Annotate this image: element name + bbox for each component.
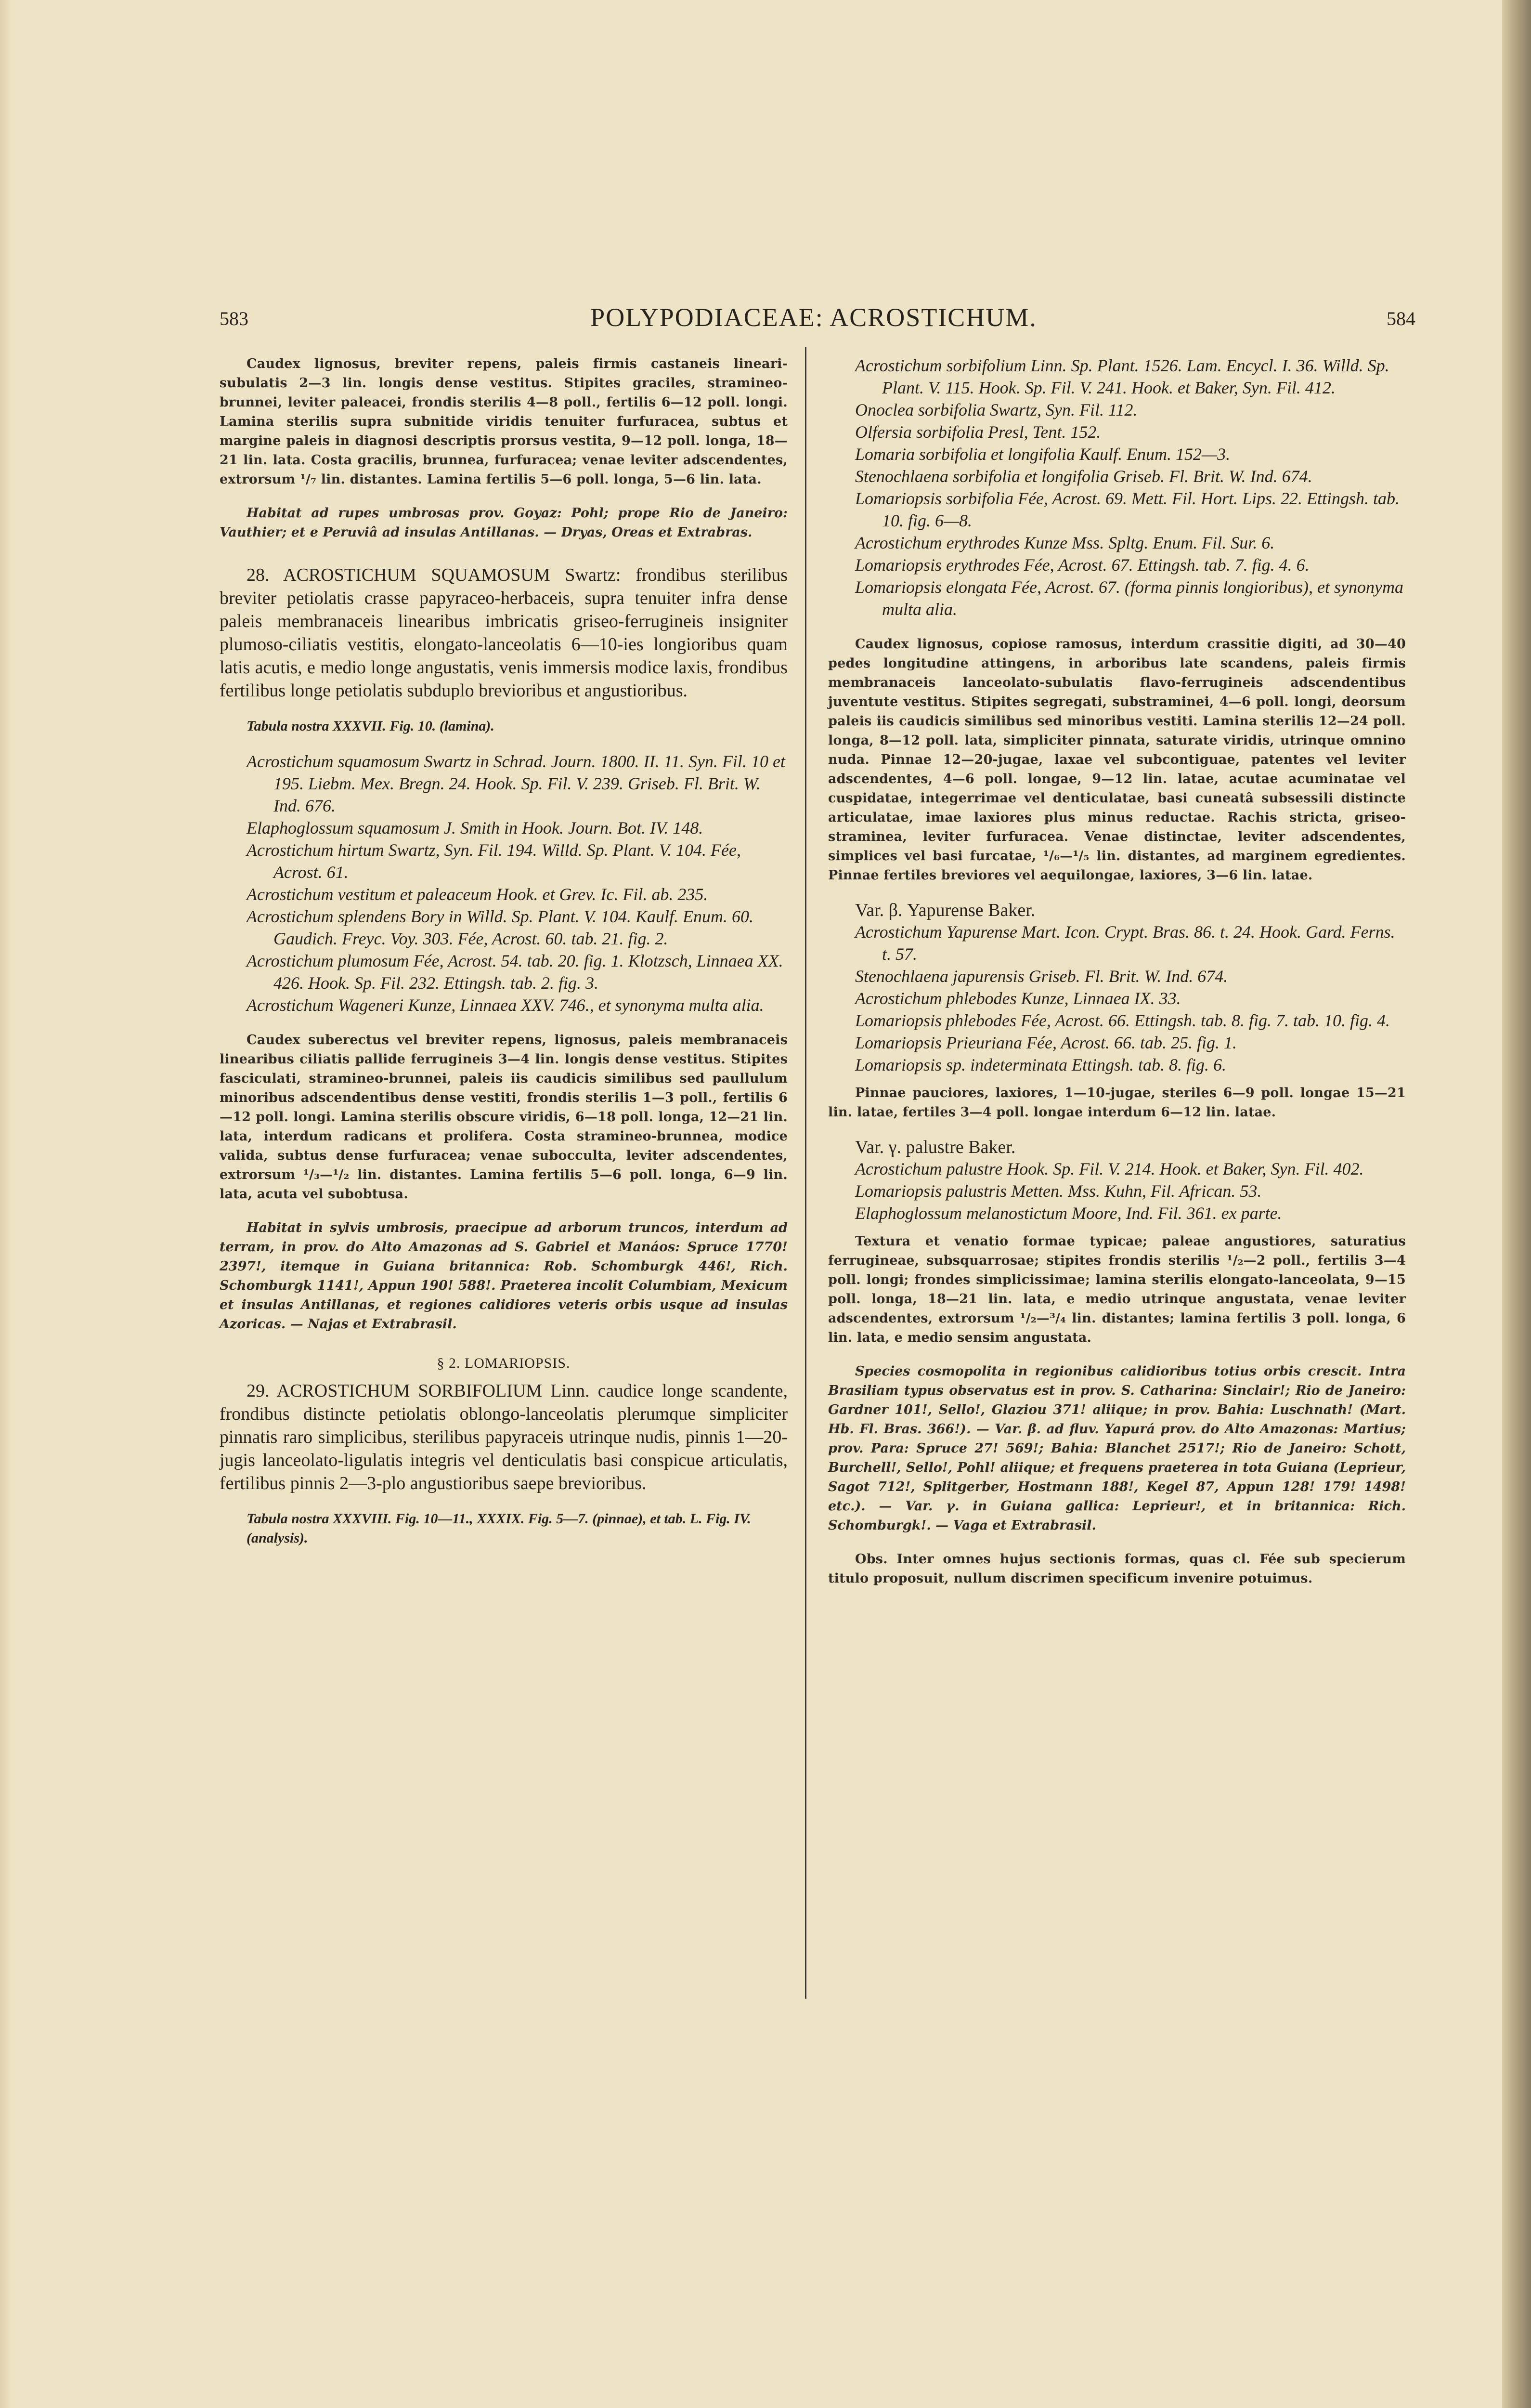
habitat-paragraph-3: Species cosmopolita in regionibus calidioribus totius orbis crescit. Intra Brasiliam typus observatus est in prov. S. Catharina: Sinclair!; Rio de Janeiro: Gardner 101!, Sello!, Glaziou 371! aliique; in prov. Bahia: Luschnath! (Mart. Hb. Fl. Bras. 366!). — Var. β. ad fluv. Yapurá prov. do Alto Amazonas: Martius; prov. Para: Spruce 27! 569!; Bahia: Blanchet 2517!; Rio de Janeiro: Schott, Burchell!, Sello!, Pohl! aliique; et frequens praeterea in tota Guiana (Leprieur, Sagot 712!, Splitgerber, Hostmann 188!, Kegel 87, Appun 128! 179! 1498! etc.). — Var. γ. in Guiana gallica: Leprieur!, et in britannica: Rich. Schomburgk!. — Vaga et Extrabrasil.: [828, 1364, 1406, 1533]
synonym-entry: Acrostichum erythrodes Kunze Mss. Spltg. Enum. Fil. Sur. 6.: [855, 533, 1275, 552]
right-page-number: 584: [1387, 308, 1415, 329]
synonym-entry: Acrostichum plumosum Fée, Acrost. 54. tab. 20. fig. 1. Klotzsch, Linnaea XX. 426. Hook. Sp. Fil. 232. Ettingsh. tab. 2. fig. 3.: [247, 951, 783, 993]
left-column: [220, 354, 788, 1548]
variety-beta-description: Pinnae pauciores, laxiores, 1—10-jugae, steriles 6—9 poll. longae 15—21 lin. latae, fertiles 3—4 poll. longae interdum 6—12 lin. latae.: [828, 1086, 1406, 1120]
habitat-paragraph-1: Habitat ad rupes umbrosas prov. Goyaz: Pohl; prope Rio de Janeiro: Vauthier; et e Peruviâ ad insulas Antillanas. — Dryas, Oreas et Extrabras.: [220, 506, 788, 540]
species-29-diagnosis: 29. ACROSTICHUM SORBIFOLIUM Linn. caudice longe scandente, frondibus distincte petiolatis oblongo-lanceolatis plerumque simpliciter pinnatis raro simplicibus, sterilibus papyraceis utrinque nudis, pinnis 1—20-jugis lanceolato-ligulatis integris vel denticulatis basi conspicue articulatis, fertilibus pinnis 2—3-plo angustioribus saepe brevioribus.: [220, 1381, 788, 1493]
synonym-entry: Lomariopsis sp. indeterminata Ettingsh. tab. 8. fig. 6.: [855, 1055, 1227, 1074]
synonym-entry: Lomariopsis sorbifolia Fée, Acrost. 69. Mett. Fil. Hort. Lips. 22. Ettingsh. tab. 10. fig. 6—8.: [855, 489, 1400, 530]
column-divider: [805, 347, 806, 1999]
tabula-reference-29: Tabula nostra XXXVIII. Fig. 10—11., XXXIX. Fig. 5—7. (pinnae), et tab. L. Fig. IV. (analysis).: [247, 1511, 751, 1546]
variety-gamma-description: Textura et venatio formae typicae; paleae angustiores, saturatius ferrugineae, subsquarrosae; stipites frondis sterilis ¹/₂—2 poll., fertilis 3—4 poll. longi; frondes simplicissimae; lamina sterilis elongato-lanceolata, 9—15 poll. longa, 18—21 lin. lata, e medio utrinque angustata, venae leviter adscendentes, extrorsum ¹/₂—³/₄ lin. distantes; lamina fertilis 3 poll. longa, 6 lin. lata, e medio sensim angustata.: [828, 1234, 1406, 1345]
habitat-paragraph-2: Habitat in sylvis umbrosis, praecipue ad arborum truncos, interdum ad terram, in prov. do Alto Amazonas ad S. Gabriel et Manáos: Spruce 1770! 2397!, itemque in Guiana britannica: Rob. Schomburgk 446!, Rich. Schomburgk 1141!, Appun 190! 588!. Praeterea incolit Columbiam, Mexicum et insulas Antillanas, et regiones calidiores veteris orbis usque ad insulas Azoricas. — Najas et Extrabrasil.: [220, 1220, 788, 1332]
synonym-entry: Acrostichum Wageneri Kunze, Linnaea XXV. 746., et synonyma multa alia.: [247, 995, 764, 1015]
caudex-description-3: Caudex lignosus, copiose ramosus, interdum crassitie digiti, ad 30—40 pedes longitudine attingens, in arboribus late scandens, paleis firmis membranaceis lanceolato-subulatis flavo-ferrugineis adscendentibus juventute vestitus. Stipites segregati, substraminei, 4—6 poll. longi, deorsum paleis iis caudicis similibus sed minoribus vestiti. Lamina sterilis 12—24 poll. longa, 8—12 poll. lata, simpliciter pinnata, saturate viridis, utrinque omnino nuda. Pinnae 12—20-jugae, laxae vel subcontiguae, patentes vel leviter adscendentes, 4—6 poll. longae, 9—12 lin. latae, acutae acuminatae vel cuspidatae, integerrimae vel denticulatae, basi cuneatâ subsessili distincte articulatae, imae laxiores plus minus reductae. Rachis stricta, griseo-straminea, leviter furfuracea. Venae distinctae, leviter adscendentes, simplices vel basi furcatae, ¹/₆—¹/₅ lin. distantes, ad marginem egredientes. Pinnae fertiles breviores vel aequilongae, laxiores, 3—6 lin. latae.: [828, 637, 1406, 883]
synonym-entry: Acrostichum palustre Hook. Sp. Fil. V. 214. Hook. et Baker, Syn. Fil. 402.: [855, 1159, 1364, 1178]
synonym-entry: Stenochlaena sorbifolia et longifolia Griseb. Fl. Brit. W. Ind. 674.: [855, 467, 1312, 486]
synonym-list-29: [828, 354, 1406, 620]
synonym-entry: Acrostichum squamosum Swartz in Schrad. Journ. 1800. II. 11. Syn. Fil. 10 et 195. Liebm. Mex. Bregn. 24. Hook. Sp. Fil. V. 239. Griseb. Fl. Brit. W. Ind. 676.: [247, 752, 785, 815]
synonym-entry: Lomariopsis phlebodes Fée, Acrost. 66. Ettingsh. tab. 8. fig. 7. tab. 10. fig. 4.: [855, 1011, 1390, 1030]
variety-beta-heading: Var. β. Yapurense Baker.: [855, 900, 1036, 920]
tabula-reference-28: Tabula nostra XXXVII. Fig. 10. (lamina).: [247, 718, 494, 734]
running-title: POLYPODIACEAE: ACROSTICHUM.: [590, 303, 1037, 332]
observation-note: Obs. Inter omnes hujus sectionis formas, quas cl. Fée sub specierum titulo proposuit, nullum discrimen specificum invenire potuimus.: [828, 1552, 1406, 1586]
synonym-entry: Acrostichum phlebodes Kunze, Linnaea IX. 33.: [855, 989, 1181, 1008]
right-column: [828, 354, 1406, 1588]
caudex-description-1: Caudex lignosus, breviter repens, paleis firmis castaneis lineari-subulatis 2—3 lin. longis dense vestitus. Stipites graciles, stramineo-brunnei, leviter paleacei, frondis sterilis 4—8 poll., fertilis 6—12 poll. longi. Lamina sterilis supra subnitide viridis tenuiter furfuracea, subtus et margine paleis in diagnosi descriptis prorsus vestita, 9—12 poll. longa, 18—21 lin. lata. Costa gracilis, brunnea, furfuracea; venae leviter adscendentes, extrorsum ¹/₇ lin. distantes. Lamina fertilis 5—6 poll. longa, 5—6 lin. lata.: [220, 356, 788, 487]
synonym-entry: Acrostichum Yapurense Mart. Icon. Crypt. Bras. 86. t. 24. Hook. Gard. Ferns. t. 57.: [855, 922, 1395, 964]
synonym-entry: Lomariopsis erythrodes Fée, Acrost. 67. Ettingsh. tab. 7. fig. 4. 6.: [855, 555, 1310, 575]
caudex-description-2: Caudex suberectus vel breviter repens, lignosus, paleis membranaceis linearibus ciliatis pallide ferrugineis 3—4 lin. longis dense vestitus. Stipites fasciculati, stramineo-brunnei, paleis iis caudicis similibus sed paullulum minoribus adscendentibus dense vestiti, frondis sterilis 1—3 poll., fertilis 6—12 poll. longi. Lamina sterilis obscure viridis, 6—18 poll. longa, 12—21 lin. lata, interdum radicans et prolifera. Costa stramineo-brunnea, modice valida, subtus dense furfuracea; venae subocculta, leviter adscendentes, extrorsum ¹/₃—¹/₂ lin. distantes. Lamina fertilis 5—6 poll. longa, 6—9 lin. lata, acuta vel subobtusa.: [220, 1033, 788, 1202]
synonym-list-var-gamma: [828, 1158, 1406, 1224]
synonym-entry: Olfersia sorbifolia Presl, Tent. 152.: [855, 422, 1101, 442]
section-heading: § 2. LOMARIOPSIS.: [437, 1355, 571, 1371]
variety-gamma-heading: Var. γ. palustre Baker.: [855, 1137, 1016, 1157]
page-edge-left: [0, 0, 12, 2408]
book-gutter-shadow: [1502, 0, 1531, 2408]
synonym-entry: Acrostichum hirtum Swartz, Syn. Fil. 194. Willd. Sp. Plant. V. 104. Fée, Acrost. 61.: [247, 840, 741, 882]
synonym-entry: Elaphoglossum melanostictum Moore, Ind. Fil. 361. ex parte.: [855, 1204, 1282, 1223]
synonym-entry: Stenochlaena japurensis Griseb. Fl. Brit. W. Ind. 674.: [855, 967, 1228, 986]
synonym-entry: Acrostichum sorbifolium Linn. Sp. Plant. 1526. Lam. Encycl. I. 36. Willd. Sp. Plant. V. 115. Hook. Sp. Fil. V. 241. Hook. et Baker, Syn. Fil. 412.: [855, 356, 1389, 397]
synonym-list-28: [220, 750, 788, 1016]
synonym-entry: Acrostichum vestitum et paleaceum Hook. et Grev. Ic. Fil. ab. 235.: [247, 885, 708, 904]
synonym-entry: Lomariopsis palustris Metten. Mss. Kuhn, Fil. African. 53.: [855, 1181, 1262, 1201]
synonym-entry: Onoclea sorbifolia Swartz, Syn. Fil. 112.: [855, 400, 1138, 419]
left-page-number: 583: [220, 308, 248, 329]
synonym-entry: Lomaria sorbifolia et longifolia Kaulf. Enum. 152—3.: [855, 445, 1231, 464]
synonym-list-var-beta: [828, 921, 1406, 1076]
species-28-diagnosis: 28. ACROSTICHUM SQUAMOSUM Swartz: frondibus sterilibus breviter petiolatis crasse papyraceo-herbaceis, supra tenuiter infra dense paleis membranaceis linearibus imbricatis griseo-ferrugineis insigniter plumoso-ciliatis vestitis, elongato-lanceolatis 6—10-ies longioribus quam latis acutis, e medio longe angustatis, venis immersis modice laxis, frondibus fertilibus longe petiolatis subduplo brevioribus et angustioribus.: [220, 565, 788, 701]
synonym-entry: Lomariopsis elongata Fée, Acrost. 67. (forma pinnis longioribus), et synonyma multa alia.: [855, 577, 1403, 619]
synonym-entry: Lomariopsis Prieuriana Fée, Acrost. 66. tab. 25. fig. 1.: [855, 1033, 1237, 1052]
synonym-entry: Elaphoglossum squamosum J. Smith in Hook. Journ. Bot. IV. 148.: [247, 818, 703, 838]
synonym-entry: Acrostichum splendens Bory in Willd. Sp. Plant. V. 104. Kaulf. Enum. 60. Gaudich. Freyc. Voy. 303. Fée, Acrost. 60. tab. 21. fig. 2.: [247, 907, 753, 948]
page-header: [212, 302, 1415, 341]
